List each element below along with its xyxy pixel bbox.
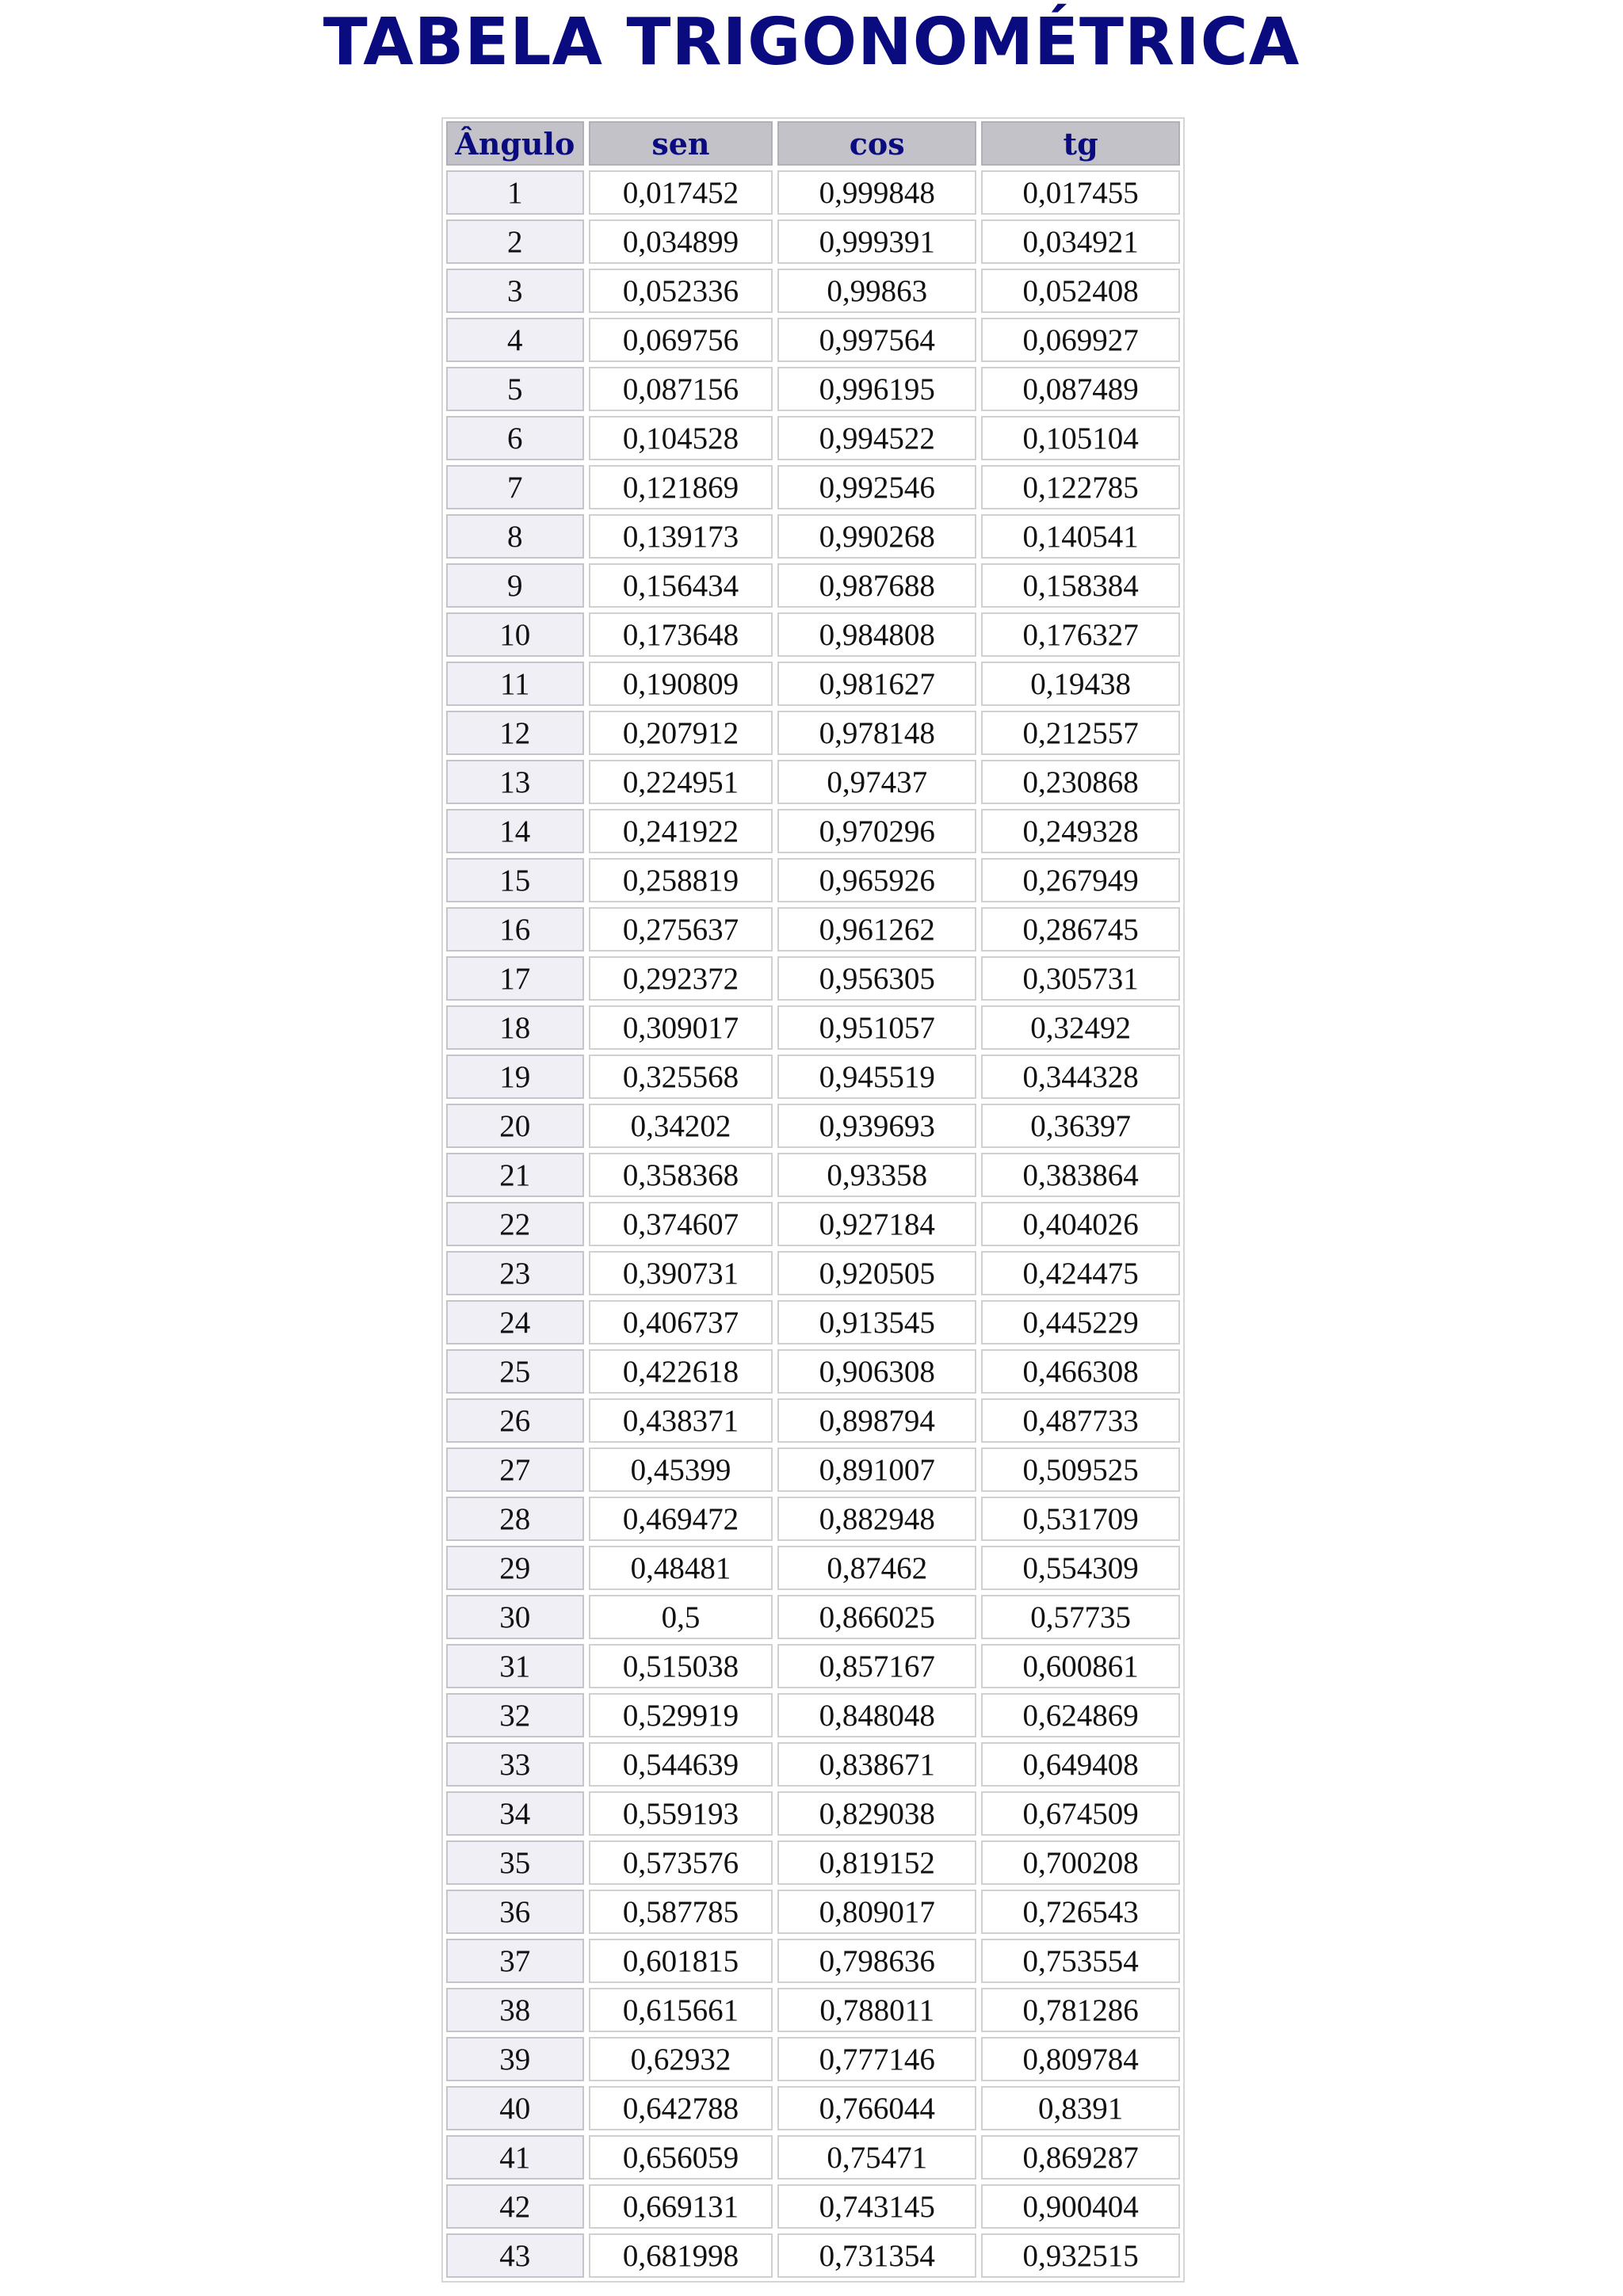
sin-cell: 0,190809: [589, 662, 773, 706]
cos-cell: 0,87462: [777, 1546, 976, 1590]
trig-table: [441, 116, 1185, 2283]
tan-cell: 0,19438: [981, 662, 1180, 706]
tan-cell: 0,869287: [981, 2135, 1180, 2180]
angle-cell: 43: [446, 2233, 584, 2278]
cos-cell: 0,956305: [777, 956, 976, 1001]
page-title: TABELA TRIGONOMÉTRICA: [323, 5, 1300, 80]
angle-cell: 4: [446, 318, 584, 362]
table-row: [446, 956, 1180, 1001]
tan-cell: 0,212557: [981, 711, 1180, 755]
cos-cell: 0,927184: [777, 1202, 976, 1246]
table-row: [446, 219, 1180, 264]
cos-cell: 0,857167: [777, 1644, 976, 1688]
table-row: [446, 809, 1180, 853]
table-row: [446, 1988, 1180, 2032]
cos-cell: 0,987688: [777, 563, 976, 608]
tan-cell: 0,286745: [981, 907, 1180, 952]
tan-cell: 0,57735: [981, 1595, 1180, 1639]
sin-cell: 0,529919: [589, 1693, 773, 1737]
table-row: [446, 907, 1180, 952]
sin-cell: 0,292372: [589, 956, 773, 1001]
sin-cell: 0,207912: [589, 711, 773, 755]
tan-cell: 0,487733: [981, 1398, 1180, 1443]
table-row: [446, 2037, 1180, 2081]
sin-cell: 0,515038: [589, 1644, 773, 1688]
tan-cell: 0,624869: [981, 1693, 1180, 1737]
angle-cell: 17: [446, 956, 584, 1001]
tan-cell: 0,176327: [981, 612, 1180, 657]
cos-cell: 0,75471: [777, 2135, 976, 2180]
cos-cell: 0,766044: [777, 2086, 976, 2130]
tan-cell: 0,554309: [981, 1546, 1180, 1590]
tan-cell: 0,8391: [981, 2086, 1180, 2130]
sin-cell: 0,173648: [589, 612, 773, 657]
angle-cell: 3: [446, 269, 584, 313]
sin-cell: 0,121869: [589, 465, 773, 509]
table-row: [446, 269, 1180, 313]
tan-cell: 0,781286: [981, 1988, 1180, 2032]
tan-cell: 0,404026: [981, 1202, 1180, 1246]
table-row: [446, 612, 1180, 657]
angle-cell: 25: [446, 1349, 584, 1394]
table-row: [446, 514, 1180, 559]
angle-cell: 21: [446, 1153, 584, 1197]
tan-cell: 0,305731: [981, 956, 1180, 1001]
cos-cell: 0,961262: [777, 907, 976, 952]
tan-cell: 0,249328: [981, 809, 1180, 853]
cos-cell: 0,939693: [777, 1104, 976, 1148]
sin-cell: 0,258819: [589, 858, 773, 902]
angle-cell: 2: [446, 219, 584, 264]
sin-cell: 0,156434: [589, 563, 773, 608]
tan-cell: 0,344328: [981, 1055, 1180, 1099]
angle-cell: 35: [446, 1840, 584, 1885]
sin-cell: 0,642788: [589, 2086, 773, 2130]
table-row: [446, 1005, 1180, 1050]
table-body: [446, 170, 1180, 2278]
cos-cell: 0,819152: [777, 1840, 976, 1885]
table-row: [446, 170, 1180, 215]
angle-cell: 10: [446, 612, 584, 657]
sin-cell: 0,358368: [589, 1153, 773, 1197]
angle-cell: 22: [446, 1202, 584, 1246]
tan-cell: 0,158384: [981, 563, 1180, 608]
cos-cell: 0,93358: [777, 1153, 976, 1197]
angle-cell: 28: [446, 1497, 584, 1541]
angle-cell: 18: [446, 1005, 584, 1050]
angle-cell: 6: [446, 416, 584, 460]
header-angle: Ângulo: [446, 121, 584, 166]
sin-cell: 0,615661: [589, 1988, 773, 2032]
cos-cell: 0,994522: [777, 416, 976, 460]
tan-cell: 0,069927: [981, 318, 1180, 362]
tan-cell: 0,052408: [981, 269, 1180, 313]
tan-cell: 0,700208: [981, 1840, 1180, 1885]
angle-cell: 30: [446, 1595, 584, 1639]
tan-cell: 0,509525: [981, 1447, 1180, 1492]
table-row: [446, 760, 1180, 804]
angle-cell: 41: [446, 2135, 584, 2180]
table-row: [446, 1153, 1180, 1197]
table-row: [446, 858, 1180, 902]
angle-cell: 5: [446, 367, 584, 411]
sin-cell: 0,544639: [589, 1742, 773, 1787]
cos-cell: 0,891007: [777, 1447, 976, 1492]
sin-cell: 0,5: [589, 1595, 773, 1639]
cos-cell: 0,906308: [777, 1349, 976, 1394]
sin-cell: 0,559193: [589, 1791, 773, 1836]
tan-cell: 0,087489: [981, 367, 1180, 411]
angle-cell: 24: [446, 1300, 584, 1344]
angle-cell: 37: [446, 1939, 584, 1983]
table-row: [446, 416, 1180, 460]
cos-cell: 0,981627: [777, 662, 976, 706]
angle-cell: 9: [446, 563, 584, 608]
tan-cell: 0,267949: [981, 858, 1180, 902]
sin-cell: 0,390731: [589, 1251, 773, 1295]
table-row: [446, 1693, 1180, 1737]
tan-cell: 0,32492: [981, 1005, 1180, 1050]
table-row: [446, 367, 1180, 411]
cos-cell: 0,945519: [777, 1055, 976, 1099]
angle-cell: 29: [446, 1546, 584, 1590]
table-row: [446, 1349, 1180, 1394]
sin-cell: 0,309017: [589, 1005, 773, 1050]
tan-cell: 0,424475: [981, 1251, 1180, 1295]
angle-cell: 8: [446, 514, 584, 559]
cos-cell: 0,992546: [777, 465, 976, 509]
sin-cell: 0,374607: [589, 1202, 773, 1246]
tan-cell: 0,122785: [981, 465, 1180, 509]
tan-cell: 0,674509: [981, 1791, 1180, 1836]
trig-table-container: [441, 117, 1185, 2283]
cos-cell: 0,951057: [777, 1005, 976, 1050]
header-cos: cos: [777, 121, 976, 166]
angle-cell: 20: [446, 1104, 584, 1148]
tan-cell: 0,230868: [981, 760, 1180, 804]
sin-cell: 0,681998: [589, 2233, 773, 2278]
sin-cell: 0,406737: [589, 1300, 773, 1344]
angle-cell: 39: [446, 2037, 584, 2081]
table-row: [446, 1791, 1180, 1836]
table-row: [446, 2233, 1180, 2278]
sin-cell: 0,275637: [589, 907, 773, 952]
sin-cell: 0,587785: [589, 1890, 773, 1934]
table-row: [446, 1939, 1180, 1983]
sin-cell: 0,573576: [589, 1840, 773, 1885]
sin-cell: 0,017452: [589, 170, 773, 215]
cos-cell: 0,743145: [777, 2184, 976, 2229]
sin-cell: 0,45399: [589, 1447, 773, 1492]
table-row: [446, 318, 1180, 362]
table-row: [446, 1595, 1180, 1639]
cos-cell: 0,777146: [777, 2037, 976, 2081]
angle-cell: 15: [446, 858, 584, 902]
table-row: [446, 1055, 1180, 1099]
sin-cell: 0,422618: [589, 1349, 773, 1394]
table-row: [446, 1447, 1180, 1492]
cos-cell: 0,913545: [777, 1300, 976, 1344]
table-row: [446, 2135, 1180, 2180]
tan-cell: 0,809784: [981, 2037, 1180, 2081]
angle-cell: 34: [446, 1791, 584, 1836]
cos-cell: 0,920505: [777, 1251, 976, 1295]
cos-cell: 0,866025: [777, 1595, 976, 1639]
tan-cell: 0,600861: [981, 1644, 1180, 1688]
table-row: [446, 662, 1180, 706]
table-row: [446, 465, 1180, 509]
sin-cell: 0,62932: [589, 2037, 773, 2081]
angle-cell: 38: [446, 1988, 584, 2032]
angle-cell: 14: [446, 809, 584, 853]
tan-cell: 0,726543: [981, 1890, 1180, 1934]
cos-cell: 0,996195: [777, 367, 976, 411]
tan-cell: 0,105104: [981, 416, 1180, 460]
angle-cell: 32: [446, 1693, 584, 1737]
header-row: [446, 121, 1180, 166]
table-row: [446, 1300, 1180, 1344]
angle-cell: 26: [446, 1398, 584, 1443]
cos-cell: 0,788011: [777, 1988, 976, 2032]
angle-cell: 27: [446, 1447, 584, 1492]
sin-cell: 0,656059: [589, 2135, 773, 2180]
cos-cell: 0,990268: [777, 514, 976, 559]
sin-cell: 0,438371: [589, 1398, 773, 1443]
cos-cell: 0,809017: [777, 1890, 976, 1934]
tan-cell: 0,140541: [981, 514, 1180, 559]
cos-cell: 0,97437: [777, 760, 976, 804]
table-row: [446, 1742, 1180, 1787]
table-row: [446, 1104, 1180, 1148]
table-row: [446, 1546, 1180, 1590]
table-row: [446, 711, 1180, 755]
table-row: [446, 1251, 1180, 1295]
sin-cell: 0,601815: [589, 1939, 773, 1983]
table-row: [446, 2184, 1180, 2229]
tan-cell: 0,36397: [981, 1104, 1180, 1148]
cos-cell: 0,999391: [777, 219, 976, 264]
sin-cell: 0,034899: [589, 219, 773, 264]
sin-cell: 0,469472: [589, 1497, 773, 1541]
tan-cell: 0,932515: [981, 2233, 1180, 2278]
cos-cell: 0,997564: [777, 318, 976, 362]
cos-cell: 0,999848: [777, 170, 976, 215]
tan-cell: 0,649408: [981, 1742, 1180, 1787]
angle-cell: 7: [446, 465, 584, 509]
cos-cell: 0,829038: [777, 1791, 976, 1836]
sin-cell: 0,325568: [589, 1055, 773, 1099]
angle-cell: 36: [446, 1890, 584, 1934]
cos-cell: 0,984808: [777, 612, 976, 657]
sin-cell: 0,241922: [589, 809, 773, 853]
table-row: [446, 1840, 1180, 1885]
angle-cell: 31: [446, 1644, 584, 1688]
table-row: [446, 1644, 1180, 1688]
tan-cell: 0,445229: [981, 1300, 1180, 1344]
table-row: [446, 1202, 1180, 1246]
table-row: [446, 2086, 1180, 2130]
angle-cell: 19: [446, 1055, 584, 1099]
sin-cell: 0,087156: [589, 367, 773, 411]
tan-cell: 0,466308: [981, 1349, 1180, 1394]
sin-cell: 0,069756: [589, 318, 773, 362]
angle-cell: 12: [446, 711, 584, 755]
header-sin: sen: [589, 121, 773, 166]
tan-cell: 0,531709: [981, 1497, 1180, 1541]
cos-cell: 0,882948: [777, 1497, 976, 1541]
tan-cell: 0,383864: [981, 1153, 1180, 1197]
cos-cell: 0,798636: [777, 1939, 976, 1983]
table-header: [446, 121, 1180, 166]
sin-cell: 0,052336: [589, 269, 773, 313]
sin-cell: 0,48481: [589, 1546, 773, 1590]
angle-cell: 42: [446, 2184, 584, 2229]
tan-cell: 0,034921: [981, 219, 1180, 264]
cos-cell: 0,978148: [777, 711, 976, 755]
tan-cell: 0,900404: [981, 2184, 1180, 2229]
cos-cell: 0,965926: [777, 858, 976, 902]
angle-cell: 40: [446, 2086, 584, 2130]
angle-cell: 16: [446, 907, 584, 952]
table-row: [446, 1497, 1180, 1541]
cos-cell: 0,898794: [777, 1398, 976, 1443]
table-row: [446, 1398, 1180, 1443]
cos-cell: 0,838671: [777, 1742, 976, 1787]
cos-cell: 0,731354: [777, 2233, 976, 2278]
sin-cell: 0,104528: [589, 416, 773, 460]
angle-cell: 33: [446, 1742, 584, 1787]
cos-cell: 0,99863: [777, 269, 976, 313]
angle-cell: 23: [446, 1251, 584, 1295]
cos-cell: 0,970296: [777, 809, 976, 853]
sin-cell: 0,34202: [589, 1104, 773, 1148]
table-row: [446, 563, 1180, 608]
header-tan: tg: [981, 121, 1180, 166]
angle-cell: 1: [446, 170, 584, 215]
sin-cell: 0,669131: [589, 2184, 773, 2229]
sin-cell: 0,224951: [589, 760, 773, 804]
tan-cell: 0,017455: [981, 170, 1180, 215]
tan-cell: 0,753554: [981, 1939, 1180, 1983]
cos-cell: 0,848048: [777, 1693, 976, 1737]
sin-cell: 0,139173: [589, 514, 773, 559]
angle-cell: 13: [446, 760, 584, 804]
table-row: [446, 1890, 1180, 1934]
angle-cell: 11: [446, 662, 584, 706]
